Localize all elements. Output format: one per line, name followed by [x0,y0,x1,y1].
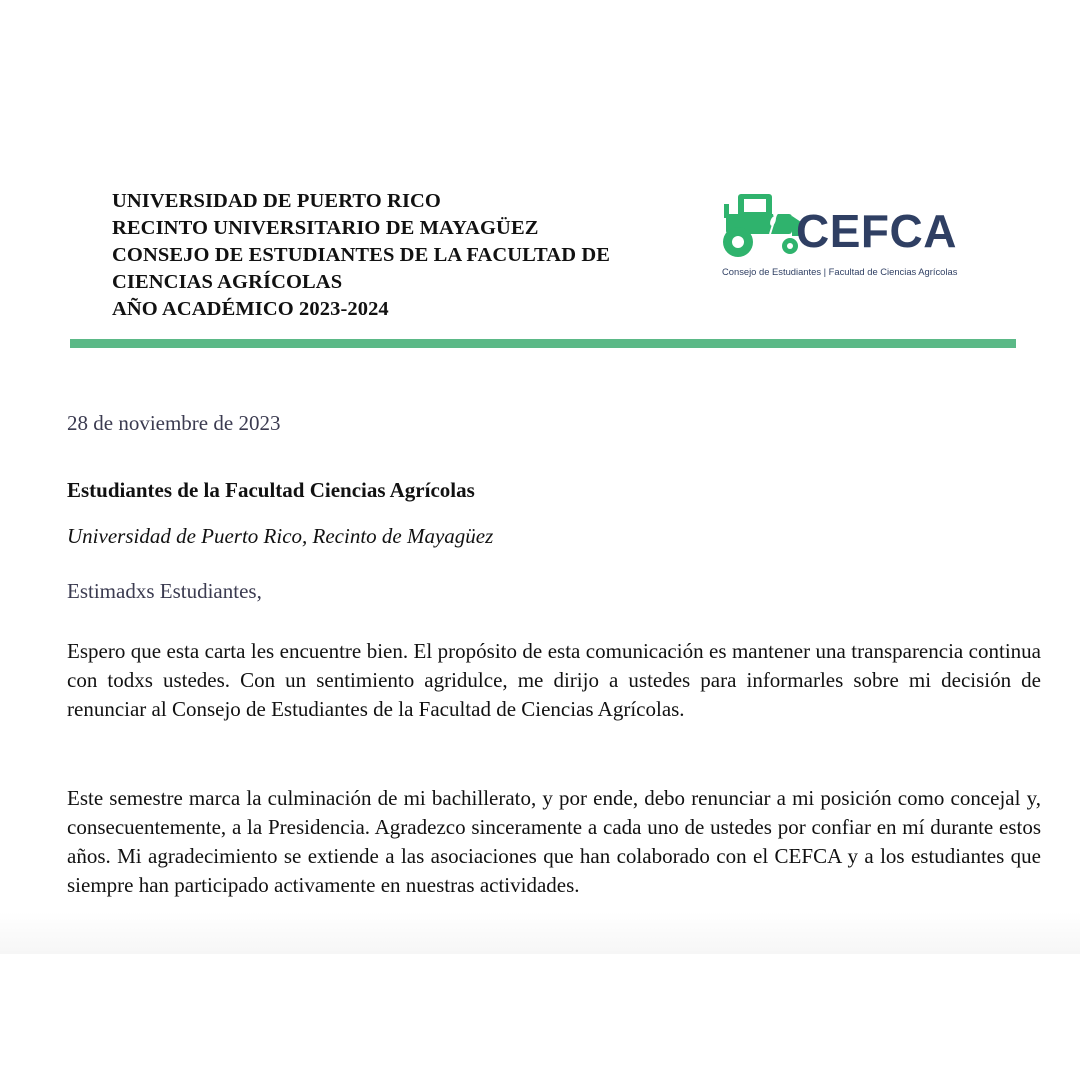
letter-date: 28 de noviembre de 2023 [67,411,281,435]
tractor-wheat-icon [718,190,808,260]
body-paragraph: Este semestre marca la culminación de mi bachillerato, y por ende, debo renunciar a mi posición como concejal y, consecuentemente, a la Presidencia. Agradezco sinceramente a cada uno de ustedes por confiar en mí durante estos años. Mi agradecimiento se extiende a las asociaciones que han colaborado con el CEFCA y a los estudiantes que siempre han participado activamente en nuestras actividades. [67,786,1041,897]
letterhead-line: CIENCIAS AGRÍCOLAS [112,271,343,293]
page-bottom-margin [0,954,1080,1080]
institution-line: Universidad de Puerto Rico, Recinto de Mayagüez [67,524,494,548]
greeting: Estimadxs Estudiantes, [67,579,262,603]
recipient-line: Estudiantes de la Facultad Ciencias Agrícolas [67,478,475,502]
logo-tagline: Consejo de Estudiantes | Facultad de Ciencias Agrícolas [722,266,958,277]
letterhead-line: CONSEJO DE ESTUDIANTES DE LA FACULTAD DE [112,244,611,266]
page-fade [0,912,1080,954]
letterhead-line: RECINTO UNIVERSITARIO DE MAYAGÜEZ [112,217,539,239]
letterhead [112,188,610,323]
letterhead-line: AÑO ACADÉMICO 2023-2024 [112,298,389,320]
body-paragraph: Espero que esta carta les encuentre bien. El propósito de esta comunicación es mantener una transparencia continua con todxs ustedes. Con un sentimiento agridulce, me dirijo a ustedes para informarles sobre mi decisión de renunciar al Consejo de Estudiantes de la Facultad de Ciencias Agrícolas. [67,639,1041,721]
header-divider [70,339,1016,348]
cefca-logo [718,190,980,282]
letterhead-line: UNIVERSIDAD DE PUERTO RICO [112,190,441,212]
logo-wordmark: CEFCA [796,205,957,257]
